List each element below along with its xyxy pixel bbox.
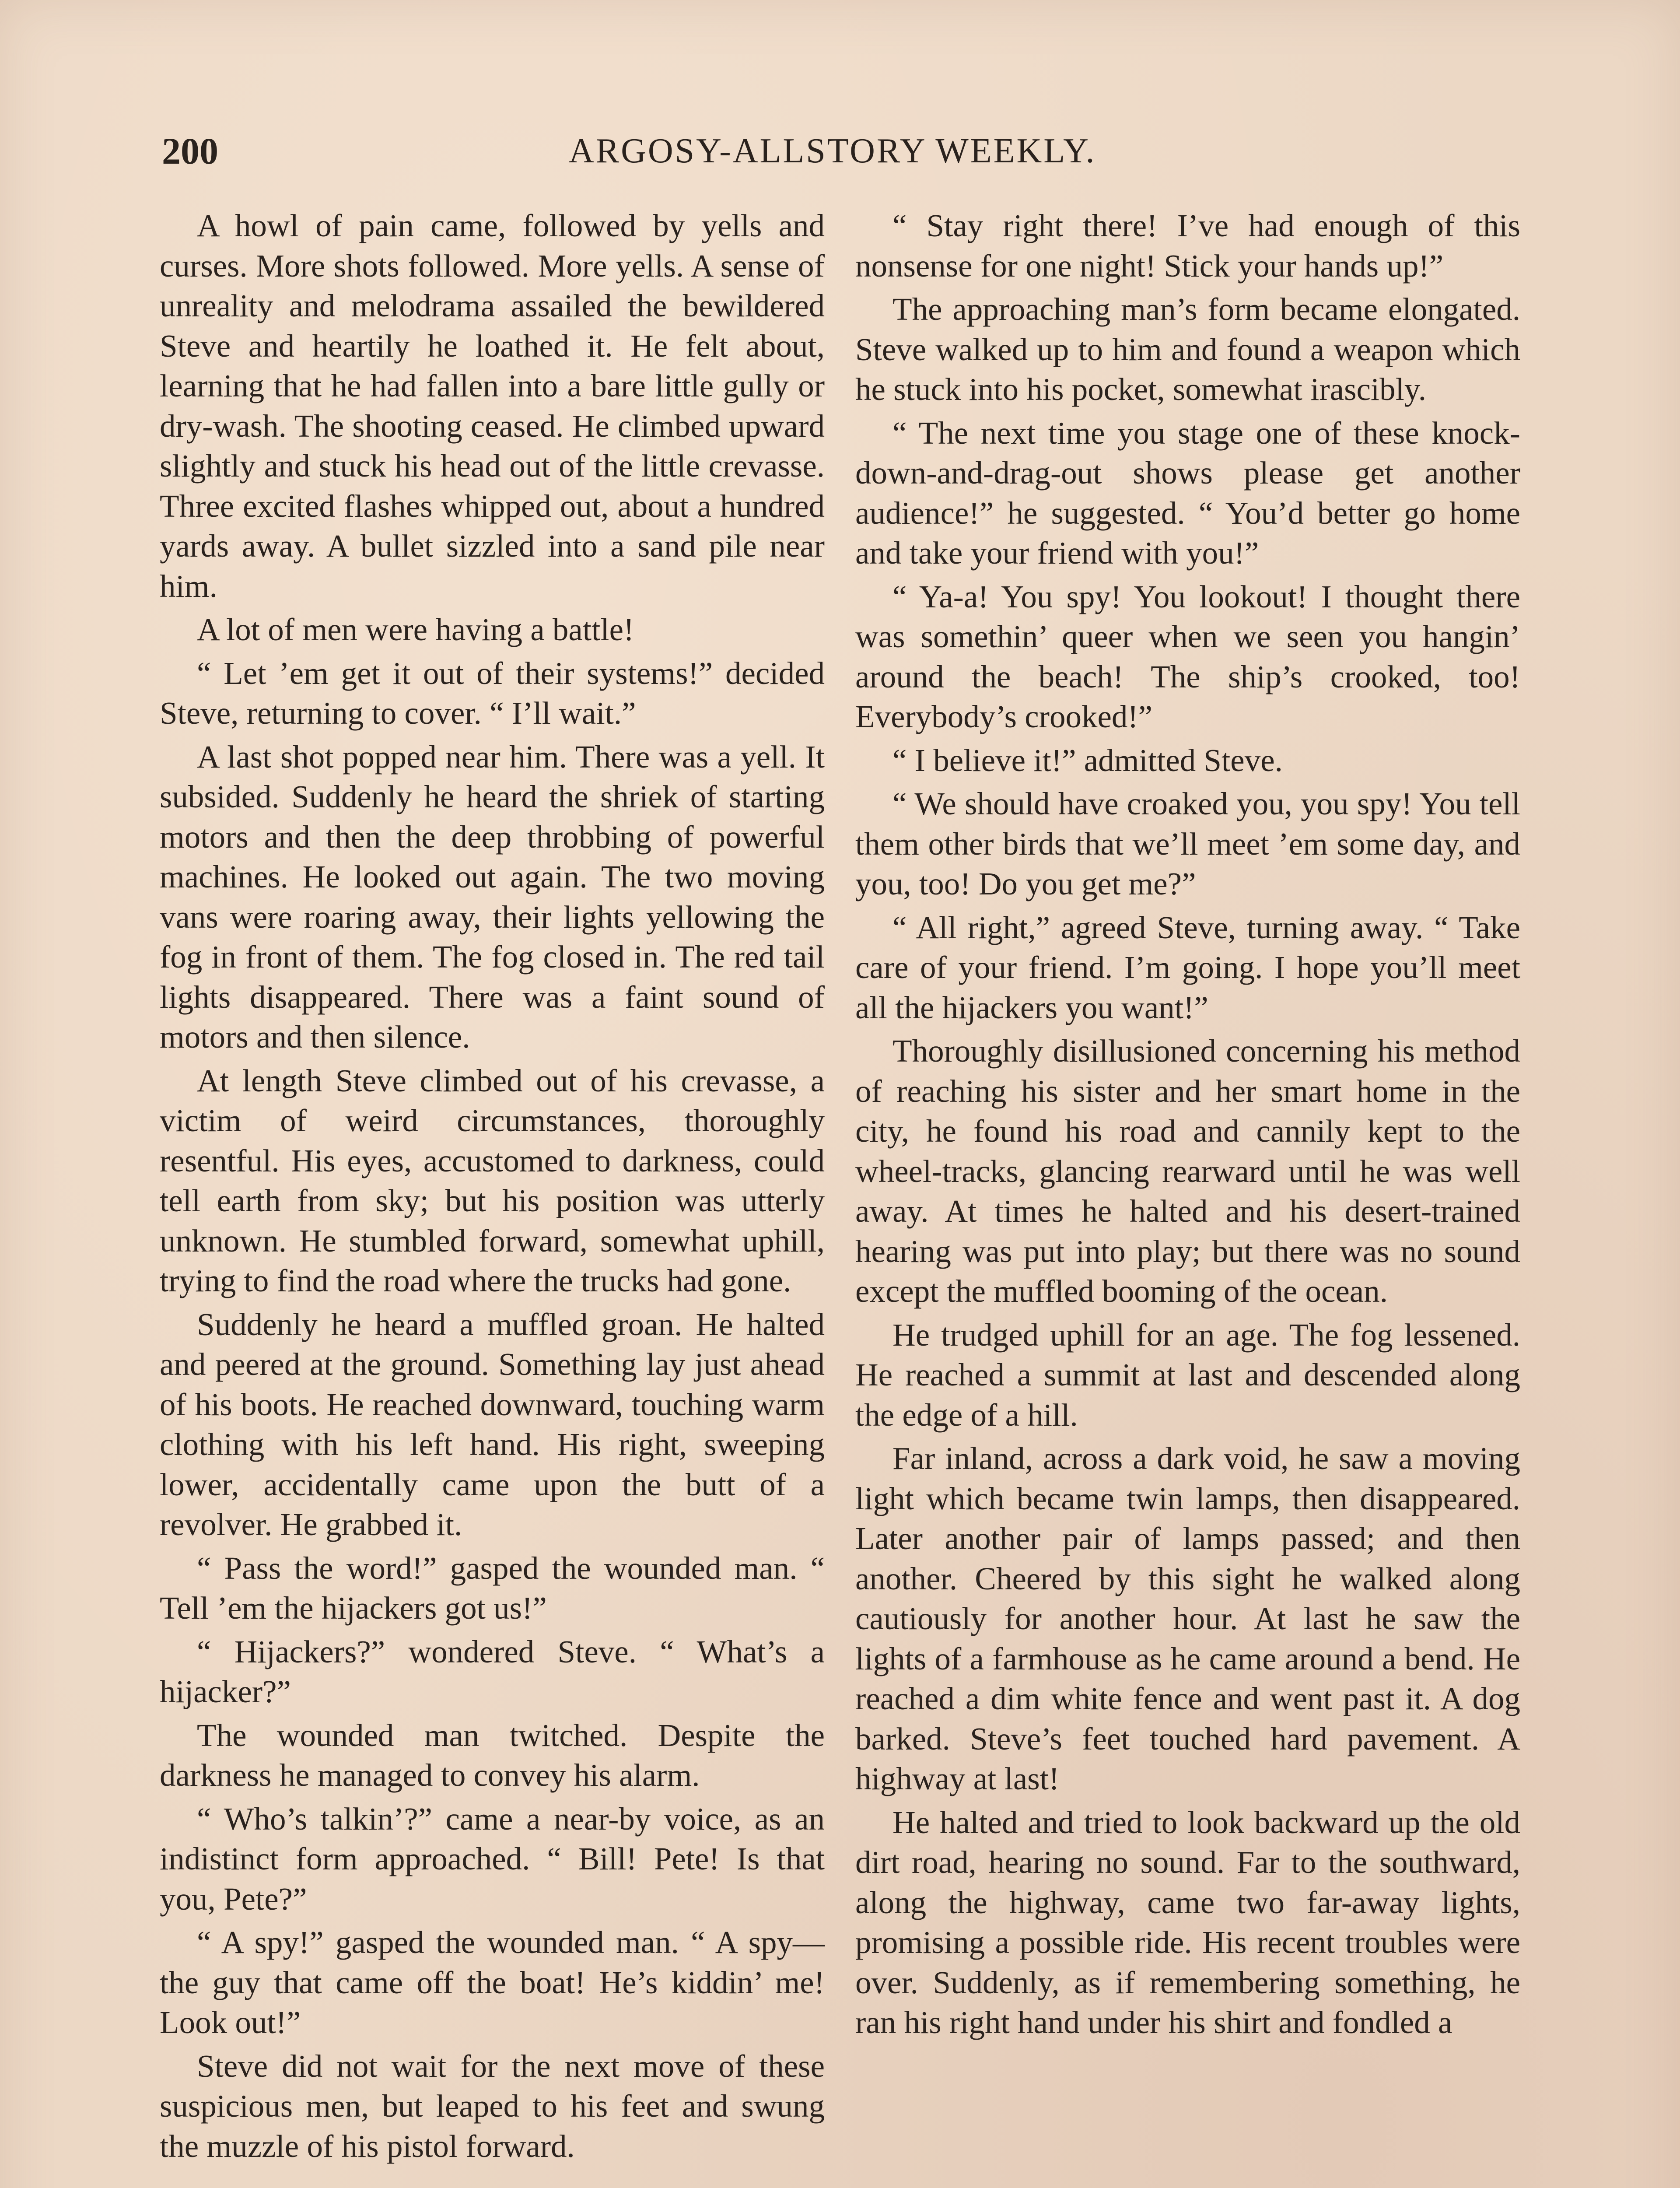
paragraph: “ We should have croaked you, you spy! You tell them other birds that we’ll meet ’em some day, and you, too! Do you get me?” [855,786,1520,901]
running-title: ARGOSY-ALLSTORY WEEKLY. [569,132,1096,170]
paragraph: The approaching man’s form became elongated. Steve walked up to him and found a weapon which he stuck into his pocket, somewhat irascibly. [855,291,1520,407]
paragraph: Steve did not wait for the next move of these suspicious men, but leaped to his feet and swung the muzzle of his pistol forward. [160,2048,825,2164]
page-header [162,127,1518,179]
paragraph: “ All right,” agreed Steve, turning away. “ Take care of your friend. I’m going. I hope you’ll meet all the hijackers you want!” [855,909,1520,1025]
page-number: 200 [162,130,218,172]
paragraph: “ The next time you stage one of these knock-down-and-drag-out shows please get another audience!” he suggested. “ You’d better go home and take your friend with you!” [855,415,1520,571]
paragraph: Far inland, across a dark void, he saw a moving light which became twin lamps, then disappeared. Later another pair of lamps passed; and then another. Cheered by this sight he walked along cautiously for another hour. At last he saw the lights of a farmhouse as he came around a bend. He reached a dim white fence and went past it. A dog barked. Steve’s feet touched hard pavement. A highway at last! [855,1441,1520,1796]
paragraph: He halted and tried to look backward up the old dirt road, hearing no sound. Far to the southward, along the highway, came two far-away lights, promising a possible ride. His recent troubles were over. Suddenly, as if remembering something, he ran his right hand under his shirt and fondled a [855,1804,1520,2040]
paragraph: “ Pass the word!” gasped the wounded man. “ Tell ’em the hijackers got us!” [160,1550,825,1626]
paragraph: A last shot popped near him. There was a yell. It subsided. Suddenly he heard the shriek of starting motors and then the deep throbbing of powerful machines. He looked out again. The two moving vans were roaring away, their lights yellowing the fog in front of them. The fog closed in. The red tail lights disappeared. There was a faint sound of motors and then silence. [160,739,825,1055]
paragraph: Suddenly he heard a muffled groan. He halted and peered at the ground. Something lay just ahead of his boots. He reached downward, touching warm clothing with his left hand. His right, sweeping lower, accidentally came upon the butt of a revolver. He grabbed it. [160,1306,825,1542]
paragraph: “ I believe it!” admitted Steve. [892,742,1283,778]
paragraph: A howl of pain came, followed by yells and curses. More shots followed. More yells. A sense of unreality and melodrama assailed the bewildered Steve and heartily he loathed it. He felt about, learning that he had fallen into a bare little gully or dry-wash. The shooting ceased. He climbed upward slightly and stuck his head out of the little crevasse. Three excited flashes whipped out, about a hundred yards away. A bullet sizzled into a sand pile near him. [160,208,825,604]
paragraph: He trudged uphill for an age. The fog lessened. He reached a summit at last and descended along the edge of a hill. [855,1317,1520,1433]
left-column [160,206,825,2170]
right-column [855,206,1520,2046]
paragraph: At length Steve climbed out of his crevasse, a victim of weird circumstances, thoroughly resentful. His eyes, accustomed to darkness, could tell earth from sky; but his position was utterly unknown. He stumbled forward, somewhat uphill, trying to find the road where the trucks had gone. [160,1062,825,1298]
paragraph: “ Ya-a! You spy! You lookout! I thought there was somethin’ queer when we seen you hangin’ around the beach! The ship’s crooked, too! Everybody’s crooked!” [855,579,1520,734]
paragraph: “ Who’s talkin’?” came a near-by voice, as an indistinct form approached. “ Bill! Pete! Is that you, Pete?” [160,1801,825,1917]
paragraph: A lot of men were having a battle! [197,612,634,647]
paragraph: “ A spy!” gasped the wounded man. “ A spy—the guy that came off the boat! He’s kiddin’ me! Look out!” [160,1925,825,2040]
paragraph: “ Stay right there! I’ve had enough of this nonsense for one night! Stick your hands up!” [855,208,1520,284]
paragraph: The wounded man twitched. Despite the darkness he managed to convey his alarm. [160,1717,825,1793]
paragraph: “ Hijackers?” wondered Steve. “ What’s a hijacker?” [160,1634,825,1709]
paragraph: “ Let ’em get it out of their systems!” decided Steve, returning to cover. “ I’ll wait.” [160,655,825,731]
paragraph: Thoroughly disillusioned concerning his method of reaching his sister and her smart home in the city, he found his road and cannily kept to the wheel-tracks, glancing rearward until he was well away. At times he halted and his desert-trained hearing was put into play; but there was no sound except the muffled booming of the ocean. [855,1033,1520,1309]
